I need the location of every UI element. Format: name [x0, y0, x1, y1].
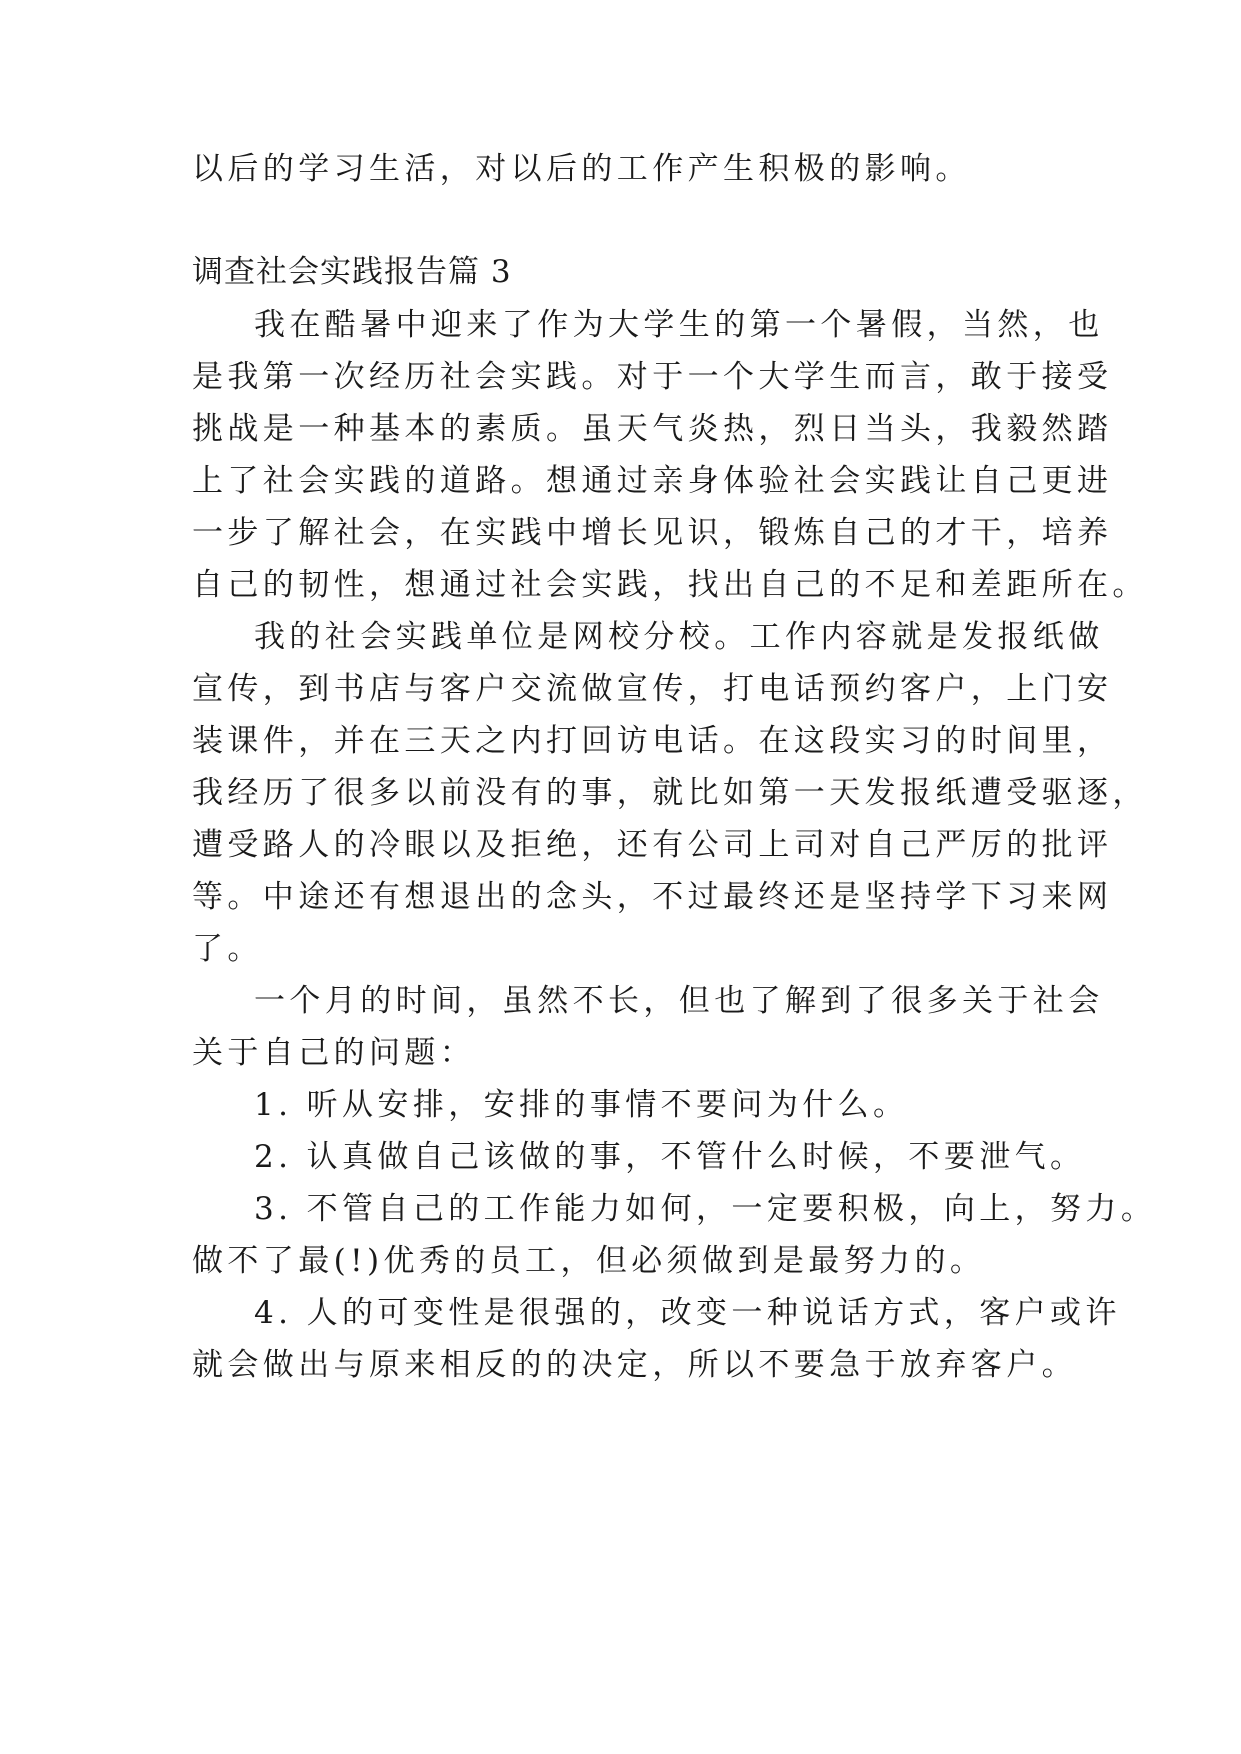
- list-item: 3. 不管自己的工作能力如何，一定要积极，向上，努力。: [254, 1191, 1157, 1227]
- list-item: 4. 人的可变性是很强的，改变一种说话方式，客户或许: [254, 1295, 1121, 1331]
- paragraph-line: 是我第一次经历社会实践。对于一个大学生而言，敢于接受: [192, 359, 1113, 395]
- paragraph-line: 关于自己的问题：: [192, 1035, 476, 1071]
- paragraph-line: 一个月的时间，虽然不长，但也了解到了很多关于社会: [254, 983, 1104, 1019]
- paragraph-line: 以后的学习生活，对以后的工作产生积极的影响。: [192, 151, 971, 187]
- paragraph-line: 我在酷暑中迎来了作为大学生的第一个暑假，当然，也: [254, 307, 1104, 343]
- list-item: 2. 认真做自己该做的事，不管什么时候，不要泄气。: [254, 1139, 1086, 1175]
- list-item: 1. 听从安排，安排的事情不要问为什么。: [254, 1087, 909, 1123]
- paragraph-line: 遭受路人的冷眼以及拒绝，还有公司上司对自己严厉的批评: [192, 827, 1113, 863]
- paragraph-line: 自己的韧性，想通过社会实践，找出自己的不足和差距所在。: [192, 567, 1148, 603]
- paragraph-line: 一步了解社会，在实践中增长见识，锻炼自己的才干，培养: [192, 515, 1113, 551]
- paragraph-line: 等。中途还有想退出的念头，不过最终还是坚持学下习来网: [192, 879, 1113, 915]
- paragraph-line: 上了社会实践的道路。想通过亲身体验社会实践让自己更进: [192, 463, 1113, 499]
- paragraph-line: 我经历了很多以前没有的事，就比如第一天发报纸遭受驱逐，: [192, 775, 1148, 811]
- paragraph-line: 装课件，并在三天之内打回访电话。在这段实习的时间里，: [192, 723, 1113, 759]
- section-heading: 调查社会实践报告篇 3: [192, 254, 512, 290]
- paragraph-line: 就会做出与原来相反的的决定，所以不要急于放弃客户。: [192, 1347, 1077, 1383]
- paragraph-line: 我的社会实践单位是网校分校。工作内容就是发报纸做: [254, 619, 1104, 655]
- paragraph-line: 挑战是一种基本的素质。虽天气炎热，烈日当头，我毅然踏: [192, 411, 1113, 447]
- paragraph-line: 了。: [192, 931, 263, 967]
- paragraph-line: 做不了最(!)优秀的员工，但必须做到是最努力的。: [192, 1243, 986, 1279]
- paragraph-line: 宣传，到书店与客户交流做宣传，打电话预约客户，上门安: [192, 671, 1113, 707]
